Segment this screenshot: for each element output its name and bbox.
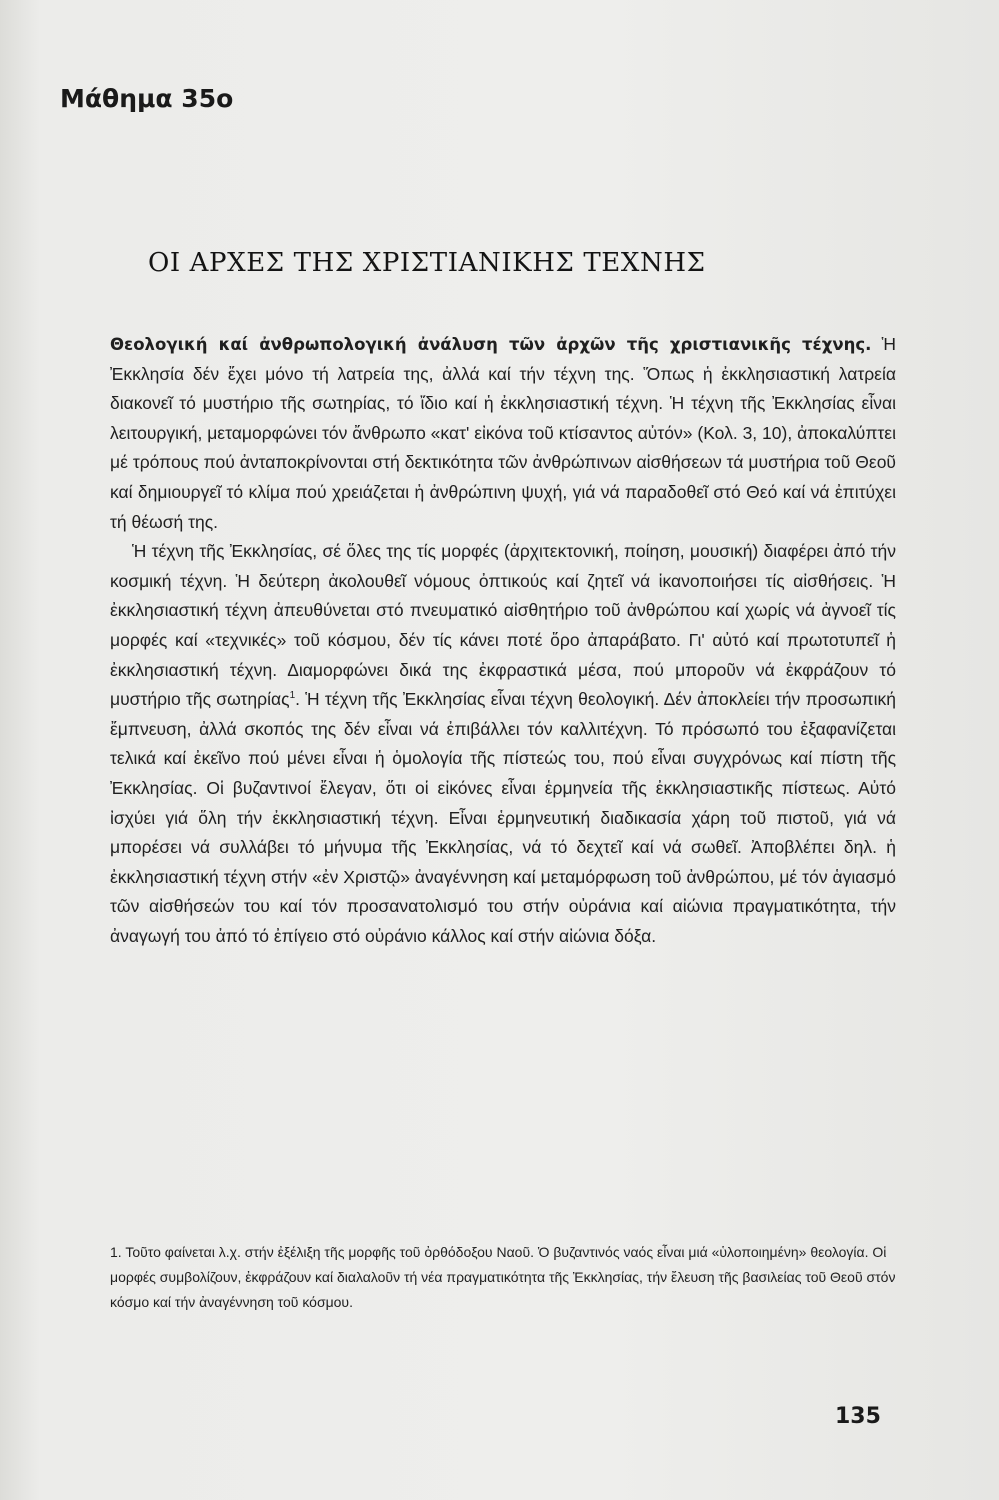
footnote-1 bbox=[110, 1240, 896, 1315]
paragraph-2-text-b: . Ἡ τέχνη τῆς Ἐκκλησίας εἶναι τέχνη θεολογική. Δέν ἀποκλείει τήν προσωπική ἔμπνευση, ἀλλά σκοπός της δέν εἶναι νά ἐπιβάλλει τόν καλλιτέχνη. Τό πρόσωπό του ἐξαφανίζεται τελικά καί ἐκεῖνο πού μένει εἶναι ἡ ὁμολογία τῆς πίστεώς του, πού εἶναι συγχρόνως καί πίστη τῆς Ἐκκλησίας. Οἱ βυζαντινοί ἔλεγαν, ὅτι οἱ εἰκόνες εἶναι ἑρμηνεία τῆς ἐκκλησιαστικῆς πίστεως. Αὐτό ἰσχύει γιά ὅλη τήν ἐκκλησιαστική τέχνη. Εἶναι ἑρμηνευτική διαδικασία χάρη τοῦ πιστοῦ, γιά νά μπορέσει νά συλλάβει τό μήνυμα τῆς Ἐκκλησίας, νά τό δεχτεῖ καί νά σωθεῖ. Ἀποβλέπει δηλ. ἡ ἐκκλησιαστική τέχνη στήν «ἐν Χριστῷ» ἀναγέννηση καί μεταμόρφωση τοῦ ἀνθρώπου, μέ τόν ἁγιασμό τῶν αἰσθήσεών του καί τόν προσανατολισμό του στήν οὐράνια καί αἰώνια πραγματικότητα, τήν ἀναγωγή του ἀπό τό ἐπίγειο στό οὐράνιο κάλλος καί στήν αἰώνια δόξα. bbox=[110, 689, 897, 946]
footnote-reference: 1 bbox=[289, 690, 296, 702]
paragraph-1 bbox=[110, 330, 896, 537]
footnote-text: Τοῦτο φαίνεται λ.χ. στήν ἐξέλιξη τῆς μορφῆς τοῦ ὀρθόδοξου Ναοῦ. Ὁ βυζαντινός ναός εἶναι μιά «ὑλοποιημένη» θεολογία. Οἱ μορφές συμβολίζουν, ἐκφράζουν καί διαλαλοῦν τή νέα πραγματικότητα τῆς Ἐκκλησίας, τήν ἔλευση τῆς βασιλείας τοῦ Θεοῦ στόν κόσμο καί τήν ἀναγέννηση τοῦ κόσμου. bbox=[110, 1244, 896, 1310]
paragraph-2 bbox=[110, 537, 896, 951]
lesson-label: Μάθημα 35ο bbox=[60, 84, 234, 113]
footnotes bbox=[110, 1240, 896, 1315]
paragraph-2-text-a: Ἡ τέχνη τῆς Ἐκκλησίας, σέ ὅλες της τίς μορφές (ἀρχιτεκτονική, ποίηση, μουσική) διαφέρει ἀπό τήν κοσμική τέχνη. Ἡ δεύτερη ἀκολουθεῖ νόμους ὀπτικούς καί ζητεῖ νά ἱκανοποιήσει τίς αἰσθήσεις. Ἡ ἐκκλησιαστική τέχνη ἀπευθύνεται στό πνευματικό αἰσθητήριο τοῦ ἀνθρώπου καί χωρίς νά ἀγνοεῖ τίς μορφές καί «τεχνικές» τοῦ κόσμου, δέν τίς κάνει ποτέ ὅρο ἀπαράβατο. Γι' αὐτό καί πρωτοτυπεῖ ἡ ἐκκλησιαστική τέχνη. Διαμορφώνει δικά της ἐκφραστικά μέσα, πού μποροῦν νά ἐκφράζουν τό μυστήριο τῆς σωτηρίας bbox=[110, 541, 896, 710]
paragraph-1-lead: Θεολογική καί ἀνθρωπολογική ἀνάλυση τῶν ἀρχῶν τῆς χριστιανικῆς τέχνης. bbox=[110, 335, 872, 354]
body-text bbox=[110, 330, 896, 951]
footnote-number: 1. bbox=[110, 1244, 122, 1260]
chapter-title: ΟΙ ΑΡΧΕΣ ΤΗΣ ΧΡΙΣΤΙΑΝΙΚΗΣ ΤΕΧΝΗΣ bbox=[148, 248, 706, 278]
page-number: 135 bbox=[835, 1404, 881, 1429]
paragraph-1-text: Ἡ Ἐκκλησία δέν ἔχει μόνο τή λατρεία της, ἀλλά καί τήν τέχνη της. Ὅπως ἡ ἐκκλησιαστική λατρεία διακονεῖ τό μυστήριο τῆς σωτηρίας, τό ἴδιο καί ἡ ἐκκλησιαστική τέχνη. Ἡ τέχνη τῆς Ἐκκλησίας εἶναι λειτουργική, μεταμορφώνει τόν ἄνθρωπο «κατ' εἰκόνα τοῦ κτίσαντος αὐτόν» (Κολ. 3, 10), ἀποκαλύπτει μέ τρόπους πού ἀνταποκρίνονται στή δεκτικότητα τῶν ἀνθρώπινων αἰσθήσεων τά μυστήρια τοῦ Θεοῦ καί δημιουργεῖ τό κλίμα πού χρειάζεται ἡ ἀνθρώπινη ψυχή, γιά νά παραδοθεῖ στό Θεό καί νά ἐπιτύχει τή θέωσή της. bbox=[110, 334, 896, 532]
